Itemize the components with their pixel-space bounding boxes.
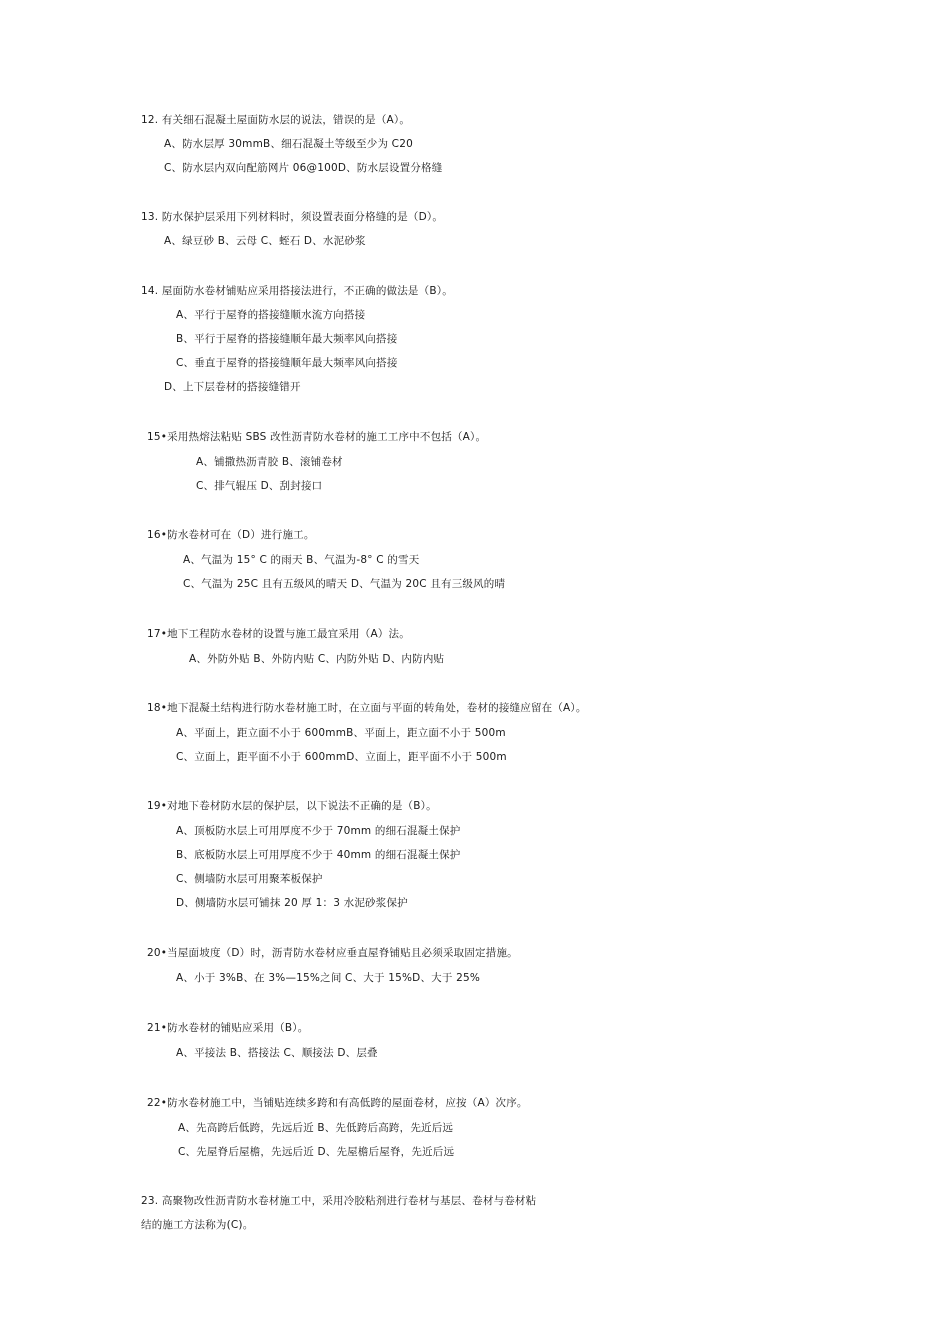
question-22-option-ab: A、先高跨后低跨，先远后近 B、先低跨后高跨，先近后远 (178, 1122, 454, 1134)
question-18-option-cd: C、立面上，距平面不小于 600mmD、立面上，距平面不小于 500m (176, 751, 507, 763)
question-17-stem: 17•地下工程防水卷材的设置与施工最宜采用（A）法。 (147, 628, 410, 640)
question-18-stem: 18•地下混凝土结构进行防水卷材施工时，在立面与平面的转角处，卷材的接缝应留在（A）。 (147, 702, 587, 714)
question-20-options: A、小于 3%B、在 3%—15%之间 C、大于 15%D、大于 25% (176, 972, 481, 984)
question-16-option-cd: C、气温为 25C 且有五级风的晴天 D、气温为 20C 且有三级风的晴 (183, 578, 506, 590)
question-14-option-a: A、平行于屋脊的搭接缝顺水流方向搭接 (176, 309, 366, 321)
question-14-stem: 14. 屋面防水卷材铺贴应采用搭接法进行，不正确的做法是（B）。 (141, 285, 453, 297)
question-21-stem: 21•防水卷材的铺贴应采用（B）。 (147, 1022, 309, 1034)
question-23-stem-line-2: 结的施工方法称为(C)。 (141, 1219, 254, 1231)
question-16-option-ab: A、气温为 15° C 的雨天 B、气温为-8° C 的雪天 (183, 554, 420, 566)
question-19-option-c: C、侧墙防水层可用聚苯板保护 (176, 873, 323, 885)
question-12-option-ab: A、防水层厚 30mmB、细石混凝土等级至少为 C20 (164, 138, 413, 150)
question-17-options: A、外防外贴 B、外防内贴 C、内防外贴 D、内防内贴 (189, 653, 445, 665)
question-15-stem: 15•采用热熔法粘贴 SBS 改性沥青防水卷材的施工工序中不包括（A）。 (147, 431, 487, 443)
question-18-option-ab: A、平面上，距立面不小于 600mmB、平面上，距立面不小于 500m (176, 727, 506, 739)
question-15-option-cd: C、排气辊压 D、刮封接口 (196, 480, 323, 492)
question-13-stem: 13. 防水保护层采用下列材料时，须设置表面分格缝的是（D）。 (141, 211, 444, 223)
question-14-option-b: B、平行于屋脊的搭接缝顺年最大频率风向搭接 (176, 333, 398, 345)
question-19-option-d: D、侧墙防水层可铺抹 20 厚 1：3 水泥砂浆保护 (176, 897, 408, 909)
question-22-stem: 22•防水卷材施工中，当铺贴连续多跨和有高低跨的屋面卷材，应按（A）次序。 (147, 1097, 528, 1109)
question-21-options: A、平接法 B、搭接法 C、顺接法 D、层叠 (176, 1047, 378, 1059)
question-19-option-b: B、底板防水层上可用厚度不少于 40mm 的细石混凝土保护 (176, 849, 461, 861)
question-19-stem: 19•对地下卷材防水层的保护层，以下说法不正确的是（B）。 (147, 800, 437, 812)
question-12-option-cd: C、防水层内双向配筋网片 06@100D、防水层设置分格缝 (164, 162, 443, 174)
question-22-option-cd: C、先屋脊后屋檐，先远后近 D、先屋檐后屋脊，先近后远 (178, 1146, 455, 1158)
question-23-stem-line-1: 23. 高聚物改性沥青防水卷材施工中，采用冷胶粘剂进行卷材与基层、卷材与卷材粘 (141, 1195, 537, 1207)
question-14-option-c: C、垂直于屋脊的搭接缝顺年最大频率风向搭接 (176, 357, 398, 369)
question-14-option-d: D、上下层卷材的搭接缝错开 (164, 381, 301, 393)
question-15-option-ab: A、铺撒热沥青胶 B、滚铺卷材 (196, 456, 343, 468)
question-13-options: A、绿豆砂 B、云母 C、蛭石 D、水泥砂浆 (164, 235, 366, 247)
question-20-stem: 20•当屋面坡度（D）时，沥青防水卷材应垂直屋脊铺贴且必须采取固定措施。 (147, 947, 518, 959)
question-12-stem: 12. 有关细石混凝土屋面防水层的说法，错误的是（A）。 (141, 114, 411, 126)
question-16-stem: 16•防水卷材可在（D）进行施工。 (147, 529, 315, 541)
question-19-option-a: A、顶板防水层上可用厚度不少于 70mm 的细石混凝土保护 (176, 825, 461, 837)
